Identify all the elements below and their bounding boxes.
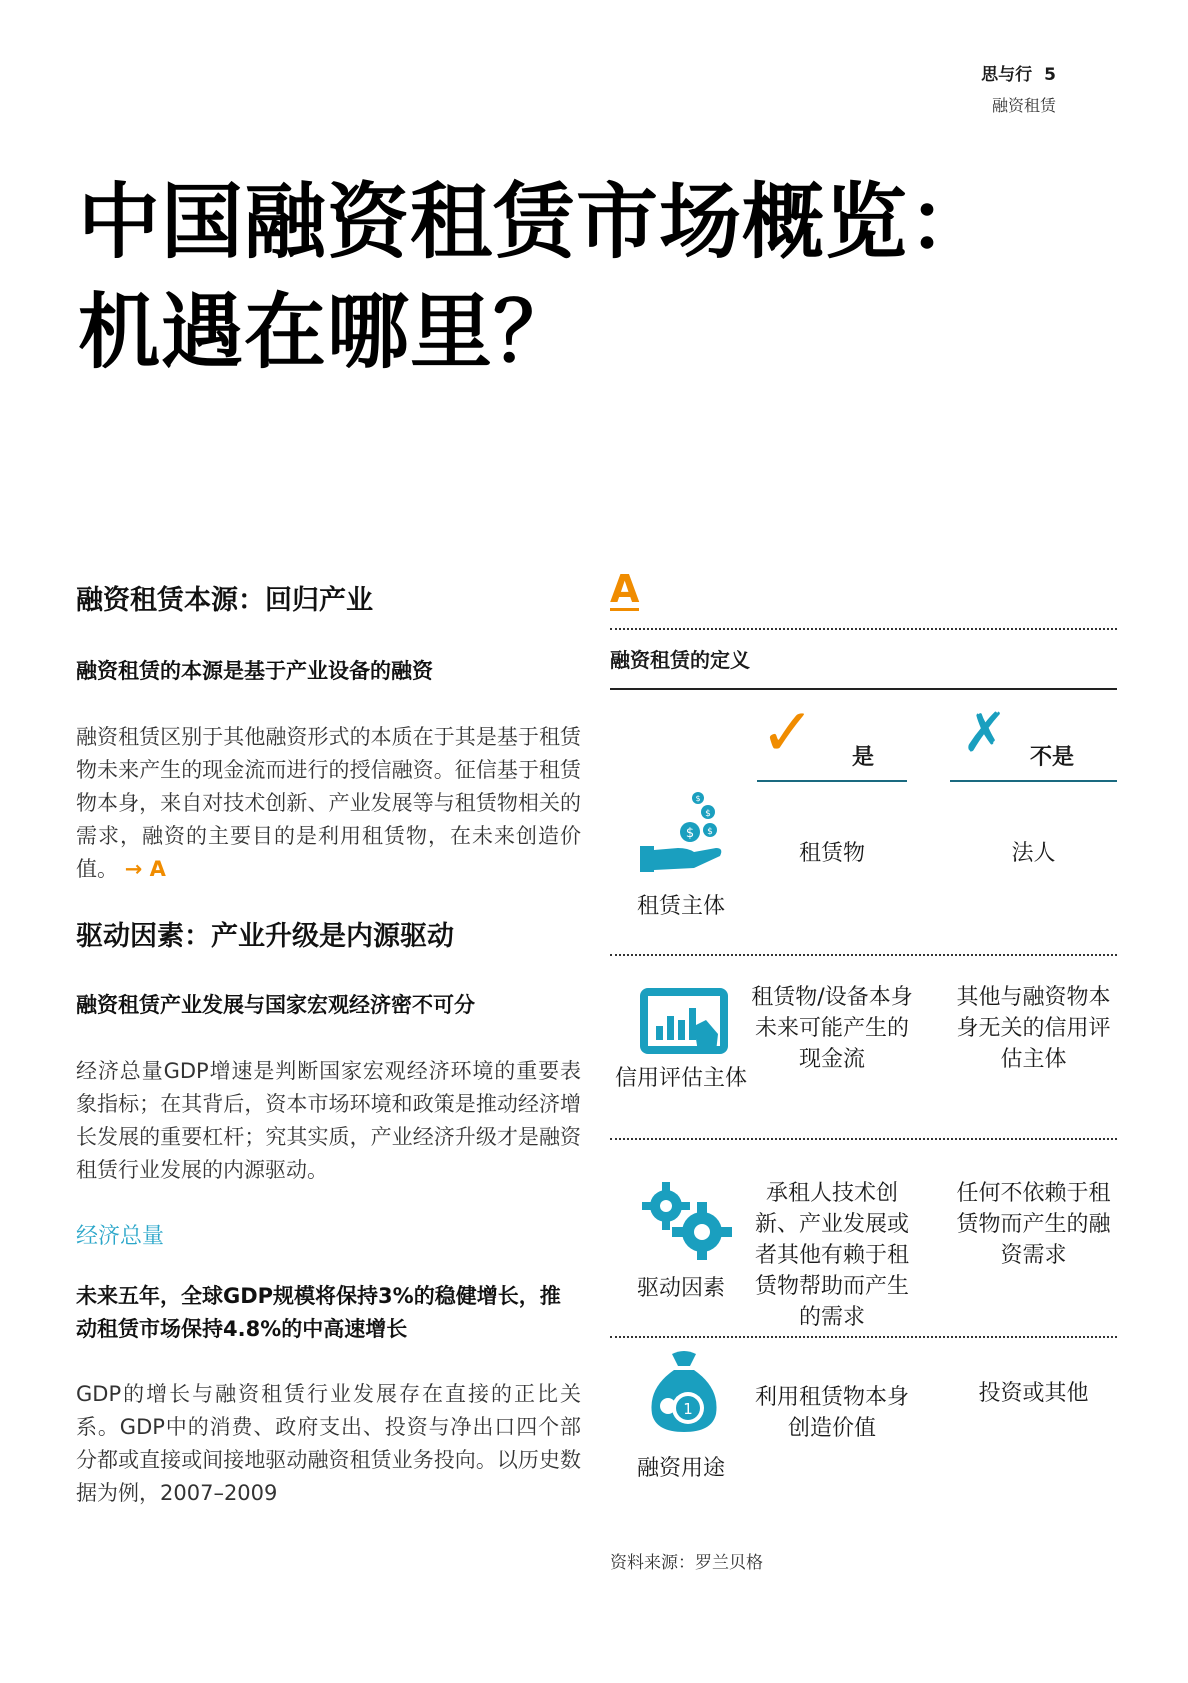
section-name: 思与行 (981, 65, 1033, 85)
title-line-2: 机遇在哪里？ (78, 285, 577, 380)
row-label: 驱动因素 (636, 1276, 725, 1301)
figure-reference-link[interactable]: → A (124, 857, 166, 881)
divider (610, 954, 1117, 956)
page-number: 5 (1044, 65, 1056, 85)
title-line-1: 中国融资租赁市场概览： (78, 175, 992, 270)
gears-icon (640, 1180, 732, 1264)
running-header (981, 60, 1056, 116)
divider (950, 780, 1117, 782)
svg-text:$: $ (707, 827, 713, 837)
svg-text:1: 1 (683, 1400, 693, 1418)
no-cell: 法人 (1011, 841, 1056, 866)
header-line (981, 60, 1056, 85)
source-note: 资料来源：罗兰贝格 (610, 1553, 763, 1573)
checkmark-icon: ✓ (760, 694, 816, 771)
hand-coins-icon (638, 788, 728, 882)
section-heading-drivers: 驱动因素：产业升级是内源驱动 (76, 921, 454, 952)
topic-label: 融资租赁 (991, 96, 1056, 115)
divider (610, 1336, 1117, 1338)
definition-panel (610, 567, 1117, 1590)
yes-cell: 租赁物 (798, 841, 865, 866)
no-column-header: 不是 (1030, 745, 1075, 770)
tablet-chart-icon (638, 986, 730, 1062)
svg-text:$: $ (695, 794, 701, 803)
no-cell: 任何不依赖于租赁物而产生的融资需求 (956, 1181, 1111, 1268)
cross-icon: ✗ (962, 701, 1008, 764)
figure-badge: A (610, 567, 640, 611)
yes-column-header: 是 (852, 745, 875, 770)
divider (610, 628, 1117, 630)
left-column (76, 578, 581, 1510)
paragraph-origin-text: 融资租赁区别于其他融资形式的本质在于其是基于租赁物未来产生的现金流而进行的授信融资。征信基于租赁物本身，来自对技术创新、产业发展等与租赁物相关的需求，融资的主要目的是利用租赁物，在未来创造价值。 (76, 725, 581, 881)
row-label: 信用评估主体 (614, 1066, 747, 1091)
paragraph-origin (76, 721, 581, 886)
yes-cell: 承租人技术创新、产业发展或者其他有赖于租赁物帮助而产生的需求 (754, 1181, 909, 1330)
no-cell: 投资或其他 (978, 1381, 1089, 1406)
row-label: 融资用途 (636, 1456, 725, 1481)
section-heading-origin: 融资租赁本源：回归产业 (76, 585, 373, 616)
paragraph-drivers: 经济总量GDP增速是判断国家宏观经济环境的重要表象指标；在其背后，资本市场环境和政策是推动经济增长发展的重要杠杆；究其实质，产业经济升级才是融资租赁行业发展的内源驱动。 (76, 1059, 581, 1182)
divider (757, 780, 907, 782)
row-label: 租赁主体 (636, 894, 725, 919)
divider (610, 1138, 1117, 1140)
yes-cell: 利用租赁物本身创造价值 (754, 1385, 909, 1441)
subheading-gdp-growth: 未来五年，全球GDP规模将保持3%的稳健增长，推动租赁市场保持4.8%的中高速增长 (76, 1284, 561, 1341)
subheading-origin: 融资租赁的本源是基于产业设备的融资 (76, 659, 433, 683)
panel-title: 融资租赁的定义 (610, 648, 750, 672)
subheading-drivers: 融资租赁产业发展与国家宏观经济密不可分 (76, 993, 475, 1017)
money-bag-icon (644, 1348, 724, 1442)
yes-cell: 租赁物/设备本身未来可能产生的现金流 (751, 985, 913, 1072)
svg-text:$: $ (705, 809, 711, 819)
svg-text:$: $ (685, 826, 695, 841)
paragraph-gdp: GDP的增长与融资租赁行业发展存在直接的正比关系。GDP中的消费、政府支出、投资与净出口四个部分都或直接或间接地驱动融资租赁业务投向。以历史数据为例，2007–2009 (76, 1382, 581, 1505)
subheading-gdp: 经济总量 (76, 1224, 165, 1249)
page-title (78, 168, 991, 388)
no-cell: 其他与融资物本身无关的信用评估主体 (956, 985, 1111, 1072)
divider (610, 688, 1117, 690)
